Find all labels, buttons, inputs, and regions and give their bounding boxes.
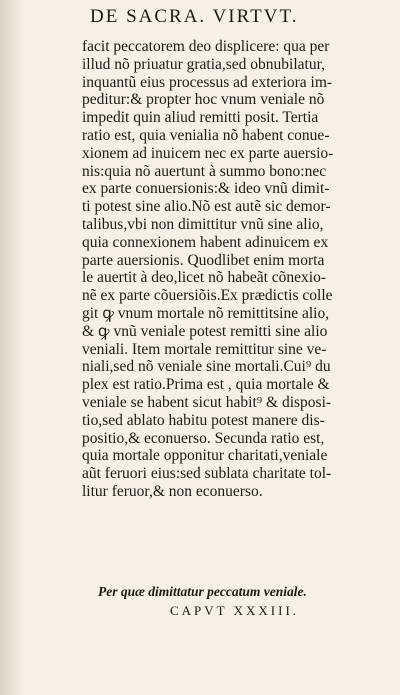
text-line: & ꝙ vnũ veniale potest remitti sine alio [82, 322, 328, 340]
text-line: positio,& econuerso. Secunda ratio est, [82, 429, 325, 447]
text-line: illud nõ priuatur gratia,sed obnubilatur, [82, 55, 326, 73]
text-line: quia connexionem habent adinuicem ex [82, 233, 329, 251]
text-line: nẽ ex parte cõuersiõis.Ex prædictis colle [82, 287, 333, 305]
text-line: litur feruor,& non econuerso. [82, 482, 263, 500]
text-line: tio,sed ablato habitu potest manere dis- [82, 411, 325, 429]
text-line: ti potest sine alio.Nõ est autẽ sic demor- [82, 198, 331, 216]
page-gutter-shadow [0, 0, 24, 695]
text-line: peditur:& propter hoc vnum veniale nõ [82, 91, 325, 109]
text-line: niali,sed nõ veniale sine mortali.Cui⁹ du [82, 358, 331, 376]
text-line: aũt feruori eius:sed sublata charitate tol- [82, 465, 332, 483]
text-line: plex est ratio.Prima est , quia mortale & [82, 376, 330, 394]
text-line: le auertit à deo,licet nõ habeãt cõnexio- [82, 269, 327, 287]
text-line: ratio est, quia venialia nõ habent conue- [82, 126, 330, 144]
text-line: veniali. Item mortale remittitur sine ve- [82, 340, 327, 358]
body-text [82, 38, 394, 501]
text-line: quia mortale opponitur charitati,veniale [82, 447, 328, 465]
text-line: talibus,vbi non dimittitur vnũ sine alio, [82, 215, 324, 233]
text-line: git ꝙ vnum mortale nõ remittitsine alio, [82, 304, 330, 322]
text-line: ex parte conuersionis:& ideo vnũ dimit- [82, 180, 330, 198]
text-line: inquantũ eius processus ad exteriora im- [82, 73, 333, 91]
text-line: xionem ad inuicem nec ex parte auersio- [82, 144, 334, 162]
running-header: DE SACRA. VIRTVT. [90, 6, 299, 27]
text-line: nis:quia nõ auertunt à summo bono:nec [82, 162, 327, 180]
text-line: facit peccatorem deo displicere: qua per [82, 38, 330, 55]
text-line: veniale se habent sicut habit⁹ & disposi- [82, 393, 332, 411]
text-line: impedit quin aliud remitti posit. Tertia [82, 109, 319, 127]
text-line: parte auersionis. Quodlibet enim morta [82, 251, 325, 269]
chapter-heading: CAPVT XXXIII. [170, 603, 300, 618]
section-subheading: Per quæ dimittatur peccatum veniale. [98, 584, 307, 599]
